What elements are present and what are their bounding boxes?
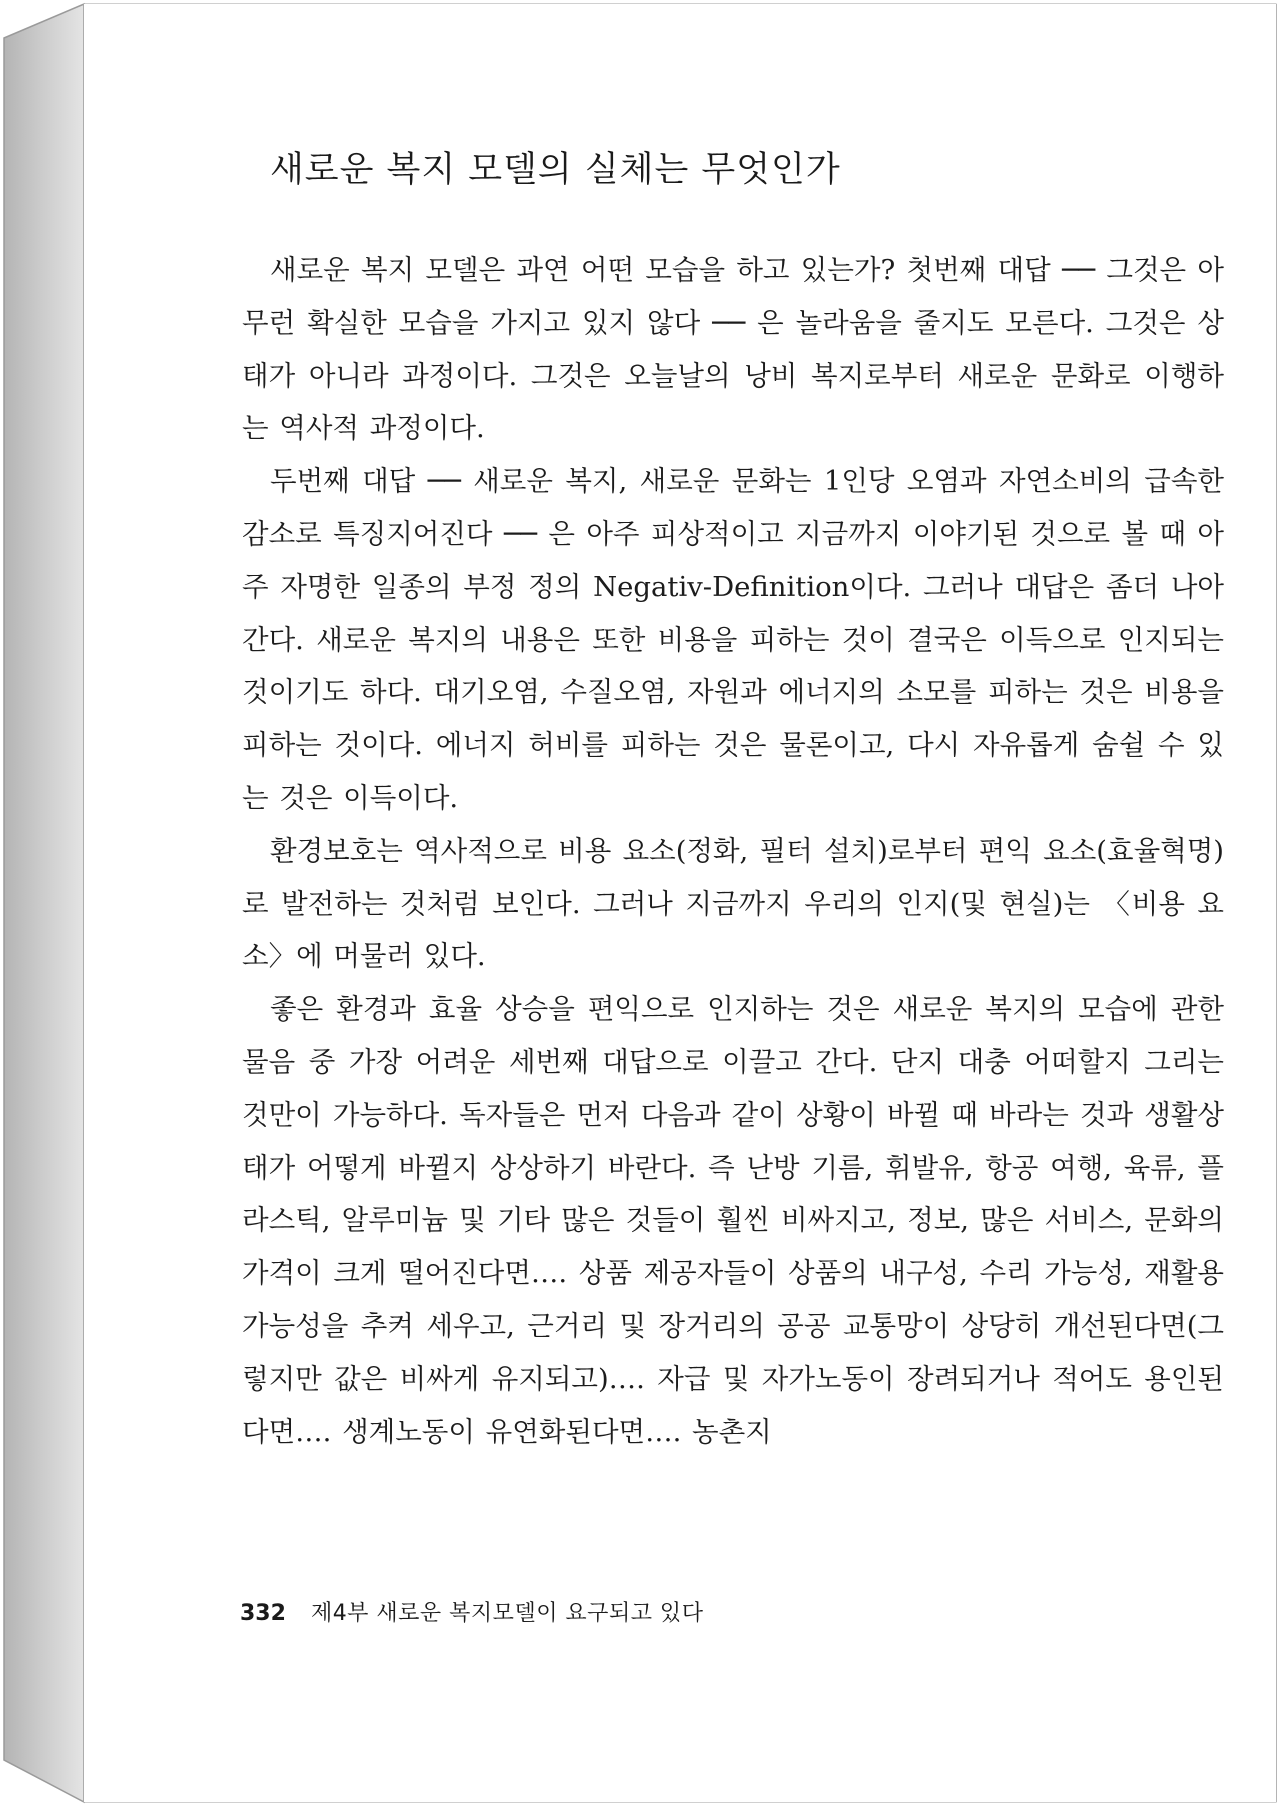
body-text xyxy=(242,244,1224,1458)
page-footer xyxy=(240,1596,703,1627)
book-page xyxy=(84,4,1276,1802)
paragraph: 좋은 환경과 효율 상승을 편익으로 인지하는 것은 새로운 복지의 모습에 관한 물음 중 가장 어려운 세번째 대답으로 이끌고 간다. 단지 대충 어떠할지 그리는 것만이 가능하다. 독자들은 먼저 다음과 같이 상황이 바뀔 때 바라는 것과 생활상태가 어떻게 바뀔지 상상하기 바란다. 즉 난방 기름, 휘발유, 항공 여행, 육류, 플라스틱, 알루미늄 및 기타 많은 것들이 훨씬 비싸지고, 정보, 많은 서비스, 문화의 가격이 크게 떨어진다면…. 상품 제공자들이 상품의 내구성, 수리 가능성, 재활용 가능성을 추켜 세우고, 근거리 및 장거리의 공공 교통망이 상당히 개선된다면(그렇지만 값은 비싸게 유지되고)…. 자급 및 자가노동이 장려되거나 적어도 용인된다면…. 생계노동이 유연화된다면…. 농촌지 xyxy=(242,993,1224,1448)
paragraph: 두번째 대답 ── 새로운 복지, 새로운 문화는 1인당 오염과 자연소비의 급속한 감소로 특징지어진다 ── 은 아주 피상적이고 지금까지 이야기된 것으로 볼 때 아주 자명한 일종의 부정 정의 Negativ-Definition이다. 그러나 대답은 좀더 나아간다. 새로운 복지의 내용은 또한 비용을 피하는 것이 결국은 이득으로 인지되는 것이기도 하다. 대기오염, 수질오염, 자원과 에너지의 소모를 피하는 것은 비용을 피하는 것이다. 에너지 허비를 피하는 것은 물론이고, 다시 자유롭게 숨쉴 수 있는 것은 이득이다. xyxy=(242,465,1224,814)
paragraph: 환경보호는 역사적으로 비용 요소(정화, 필터 설치)로부터 편익 요소(효율혁명)로 발전하는 것처럼 보인다. 그러나 지금까지 우리의 인지(및 현실)는 〈비용 요소〉에 머물러 있다. xyxy=(242,834,1224,973)
paragraph: 새로운 복지 모델은 과연 어떤 모습을 하고 있는가? 첫번째 대답 ── 그것은 아무런 확실한 모습을 가지고 있지 않다 ── 은 놀라움을 줄지도 모른다. 그것은 상태가 아니라 과정이다. 그것은 오늘날의 낭비 복지로부터 새로운 문화로 이행하는 역사적 과정이다. xyxy=(242,254,1224,445)
section-title: 새로운 복지 모델의 실체는 무엇인가 xyxy=(270,150,841,190)
page-number: 332 xyxy=(240,1601,286,1626)
running-title: 제4부 새로운 복지모델이 요구되고 있다 xyxy=(310,1601,704,1626)
